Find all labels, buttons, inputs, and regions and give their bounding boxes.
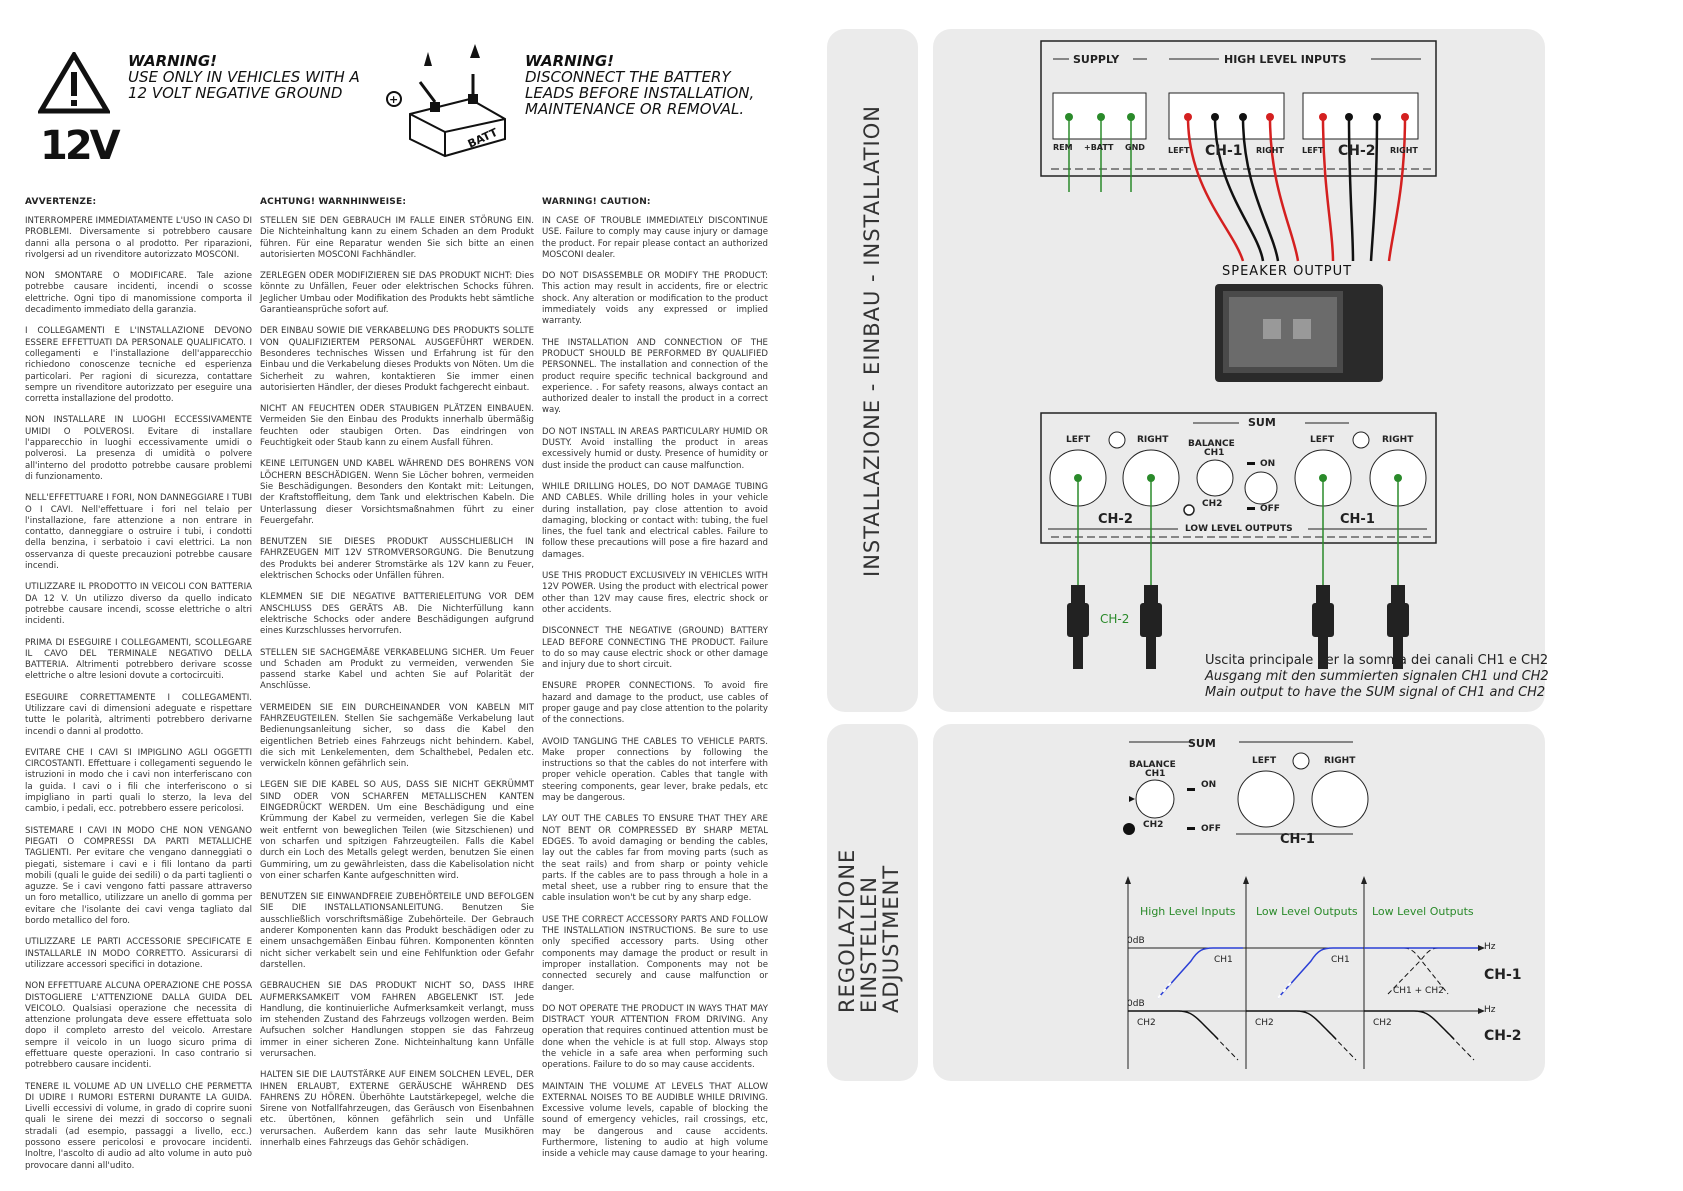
paragraph: KEINE LEITUNGEN UND KABEL WÄHREND DES BOHRENS VON LÖCHERN BESCHÄDIGEN. Wenn Sie Löcher bohren, vermeiden Sie Beschädigungen. Besonders den Kontakt mit: Leitungen, der Kraftstoffleitung, dem Tank und elektrischen Kabeln. Die Unterlassung dieser Vorsichtsmaßnahmen führt zu einer Feuergefahr. bbox=[260, 459, 534, 526]
adjust-title-line: ADJUSTMENT bbox=[879, 864, 903, 1013]
graph-col-low-level: Low Level Outputs bbox=[1372, 905, 1474, 918]
balance-ch2-label: CH2 bbox=[1143, 820, 1164, 830]
svg-text:+: + bbox=[389, 93, 399, 106]
hz-label: Hz bbox=[1484, 942, 1496, 952]
english-heading: WARNING! CAUTION: bbox=[542, 197, 651, 207]
left-label: LEFT bbox=[1066, 435, 1091, 445]
italian-column bbox=[25, 216, 252, 1182]
paragraph: NON INSTALLARE IN LUOGHI ECCESSIVAMENTE UMIDI O POLVEROSI. Evitare di installare l'apparecchio in luoghi eccessivamente umidi o polverosi. La presenza di umidità o polvere all'interno del prodotto potrebbe causare problemi di funzionamento. bbox=[25, 415, 252, 482]
paragraph: NICHT AN FEUCHTEN ODER STAUBIGEN PLÄTZEN EINBAUEN. Vermeiden Sie den Einbau des Produkts innerhalb übermäßig feuchten oder staubigen Orten. Das eindringen von Feuchtigkeit oder Staub kann zu einem Ausfall führen. bbox=[260, 404, 534, 449]
ch2-label: CH-2 bbox=[1338, 143, 1376, 159]
paragraph: TENERE IL VOLUME AD UN LIVELLO CHE PERMETTA DI UDIRE I RUMORI ESTERNI DURANTE LA GUIDA. Livelli eccessivi di volume, in grado di coprire suoni quali le sirene dei mezzi di soccorso o segnali stradali (ad esempio, passaggi a livello, ecc.) possono essere pericolosi e provocare incidenti. Inoltre, l'ascolto di audio ad alto volume in auto può provocare danni all'udito. bbox=[25, 1081, 252, 1171]
paragraph: ZERLEGEN ODER MODIFIZIEREN SIE DAS PRODUKT NICHT: Dies könnte zu Unfällen, Feuer oder elektrischen Schocks führen. Jeglicher Umbau oder Modifikation des Produkts hebt sämtliche Garantieansprüche sofort auf. bbox=[260, 271, 534, 316]
left-label: LEFT bbox=[1310, 435, 1335, 445]
balance-ch1-label: CH1 bbox=[1145, 769, 1166, 779]
sum-label: SUM bbox=[1248, 416, 1276, 429]
ch1-output-label: CH-1 bbox=[1340, 512, 1375, 527]
balance-ch2-label: CH2 bbox=[1202, 499, 1223, 509]
paragraph: LEGEN SIE DIE KABEL SO AUS, DASS SIE NICHT GEKRÜMMT SIND ODER VON SCHARFEN METALLISCHEN KANTEN EINGEDRÜCKT WERDEN. Um eine Beschädigung und eine Krümmung der Kabel zu vermeiden, verlegen Sie die Kabel weit entfernt von beweglichen Teilen (wie Sitzschienen) und von scharfen und spitzigen Fahrzeugteilen. Falls die Kabel durch ein Loch des Metalls gelegt werden, benutzen Sie einen Gummiring, um zu gewährleisten, dass die Kabelisolation nicht von einer scharfen Kante aufgeschnitten wird. bbox=[260, 780, 534, 881]
balance-label: BALANCE bbox=[1188, 439, 1235, 449]
off-label: OFF bbox=[1201, 824, 1221, 834]
right-label: RIGHT bbox=[1256, 146, 1284, 155]
paragraph: HALTEN SIE DIE LAUTSTÄRKE AUF EINEM SOLCHEN LEVEL, DER IHNEN ERLAUBT, EXTERNE GERÄUSCHE WÄHREND DES FAHRENS ZU HÖREN. Überhöhte Lautstärkepegel, welche die Sirene von Notfallfahrzeugen, das Geräusch von Eisenbahnen etc. übertönen, können gefährlich sein und Unfälle verursachen. Außerdem kann das sehr laute Musikhören innerhalb eines Fahrzeugs das Gehör schädigen. bbox=[260, 1070, 534, 1149]
on-label: ON bbox=[1201, 780, 1217, 790]
paragraph: VERMEIDEN SIE EIN DURCHEINANDER VON KABELN MIT FAHRZEUGTEILEN. Stellen Sie sachgemäße Verkabelung laut Bedienungsanleitung sicher, so dass die Kabel den eigentlichen Betrieb eines Fahrzeugs nicht behindern. Kabel, die sich mit Lenkelementen, dem Schalthebel, Pedalen etc. verwickeln können gefährlich sein. bbox=[260, 702, 534, 770]
balance-ch1-label: CH1 bbox=[1204, 448, 1225, 458]
warning-line: MAINTENANCE OR REMOVAL. bbox=[525, 100, 745, 118]
warning-12v bbox=[128, 53, 360, 101]
paragraph: UTILIZZARE LE PARTI ACCESSORIE SPECIFICATE E INSTALLARLE IN MODO CORRETTO. Assicurarsi di utilizzare accessori specifici in dotazione. bbox=[25, 937, 252, 970]
paragraph: BENUTZEN SIE EINWANDFREIE ZUBEHÖRTEILE UND BEFOLGEN SIE DIE INSTALLATIONSANLEITUNG. Benutzen Sie ausschließlich vorschriftsmäßige Zubehörteile. Der Gebrauch anderer Komponenten kann das Produkt beschädigen oder zu einem unsachgemäßen Einbau führen. Komponenten könnten nicht sicher verkabelt sein und eine Fehlfunktion oder Gefahr darstellen. bbox=[260, 892, 534, 970]
paragraph: STELLEN SIE DEN GEBRAUCH IM FALLE EINER STÖRUNG EIN. Die Nichteinhaltung kann zu einem Schaden an dem Produkt führen. Für eine Reparatur wenden Sie sich bitte an einen autorisierten MOSCONI Fachhändler. bbox=[260, 216, 534, 260]
row-ch2-label: CH-2 bbox=[1484, 1028, 1522, 1044]
paragraph: USE THE CORRECT ACCESSORY PARTS AND FOLLOW THE INSTALLATION INSTRUCTIONS. Be sure to use only specified accessory parts. Using other components may damage the product or result in improper installation. Components may not be connected securely and cause malfunction or danger. bbox=[542, 914, 768, 993]
paragraph: STELLEN SIE SACHGEMÄßE VERKABELUNG SICHER. Um Feuer und Schaden am Produkt zu vermeiden, verwenden Sie passend starke Kabel und achten Sie auf Polarität der Anschlüsse. bbox=[260, 647, 534, 692]
paragraph: WHILE DRILLING HOLES, DO NOT DAMAGE TUBING AND CABLES. While drilling holes in your vehicle during installation, pay close attention to avoid damaging, blocking or contact with: tubing, the fuel lines, the fuel tank and electrical cables. Failure to follow these precautions will pose a fire hazard and damages. bbox=[542, 481, 768, 560]
paragraph: INTERROMPERE IMMEDIATAMENTE L'USO IN CASO DI PROBLEMI. Diversamente si potrebbero causare danni alla persona o al prodotto. Per riparazioni, rivolgersi ad un rivenditore autorizzato MOSCONI. bbox=[25, 216, 252, 260]
paragraph: NON EFFETTUARE ALCUNA OPERAZIONE CHE POSSA DISTOGLIERE L'ATTENZIONE DALLA GUIDA DEL VEICOLO. Qualsiasi operazione che necessita di attenzione prolungata deve essere effettuata solo dopo il completo arresto del veicolo. Arrestare sempre il veicolo in un luogo sicuro prima di effettuare queste operazioni. In caso contrario si potrebbero causare incidenti. bbox=[25, 981, 252, 1071]
paragraph: EVITARE CHE I CAVI SI IMPIGLINO AGLI OGGETTI CIRCOSTANTI. Effettuare i collegamenti seguendo le istruzioni in modo che i cavi non interferiscano con la guida. I cavi o i fili che interferiscono o si impigliano in parti quali lo sterzo, la leva del cambio, i pedali, ecc. potrebbero essere pericolosi. bbox=[25, 747, 252, 815]
balance-label: BALANCE bbox=[1129, 760, 1176, 770]
paragraph: NON SMONTARE O MODIFICARE. Tale azione potrebbe causare incidenti, incendi o scosse elettriche. Ogni tipo di manomissione comporta il decadimento immediato della garanzia. bbox=[25, 271, 252, 316]
paragraph: I COLLEGAMENTI E L'INSTALLAZIONE DEVONO ESSERE EFFETTUATI DA PERSONALE QUALIFICATO. I collegamenti e l'installazione dell'apparecchio richiedono conoscenze tecniche ed esperienza particolari. Per ragioni di sicurezza, contattare sempre un rivenditore autorizzato per eseguire una corretta installazione del prodotto. bbox=[25, 326, 252, 405]
caption-de: Ausgang mit den summierten signalen CH1 und CH2 bbox=[1205, 669, 1549, 684]
rem-label: REM bbox=[1053, 143, 1073, 152]
graph-col-high-level: High Level Inputs bbox=[1140, 905, 1236, 918]
high-level-inputs-label: HIGH LEVEL INPUTS bbox=[1224, 53, 1347, 66]
right-label: RIGHT bbox=[1390, 146, 1418, 155]
paragraph: AVOID TANGLING THE CABLES TO VEHICLE PARTS. Make proper connections by following the instructions so that the cables do not interfere with proper vehicle operation. Cables that tangle with steering components, gear lever, brake pedals, etc may be dangerous. bbox=[542, 736, 768, 804]
odb-label: 0dB bbox=[1127, 999, 1145, 1009]
curve-ch2-label: CH2 bbox=[1255, 1018, 1274, 1028]
warning-line: DISCONNECT THE BATTERY bbox=[525, 68, 731, 86]
curve-sum-label: CH1 + CH2 bbox=[1393, 986, 1444, 996]
graph-col-low-level: Low Level Outputs bbox=[1256, 905, 1358, 918]
paragraph: DISCONNECT THE NEGATIVE (GROUND) BATTERY LEAD BEFORE CONNECTING THE PRODUCT. Failure to do so may cause electric shock or other damage and injury due to short circuit. bbox=[542, 626, 768, 671]
warning-line: 12 VOLT NEGATIVE GROUND bbox=[128, 84, 343, 102]
paragraph: ESEGUIRE CORRETTAMENTE I COLLEGAMENTI. Utilizzare cavi di dimensioni adeguate e rispettare tutte le polarità, altrimenti potrebbero derivarne incendi o danni al prodotto. bbox=[25, 692, 252, 737]
battery-illustration bbox=[380, 44, 510, 163]
caption-en: Main output to have the SUM signal of CH1 and CH2 bbox=[1205, 685, 1546, 700]
italian-heading: AVVERTENZE: bbox=[25, 197, 97, 207]
paragraph: THE INSTALLATION AND CONNECTION OF THE PRODUCT SHOULD BE PERFORMED BY QUALIFIED PERSONNEL. The installation and connection of the product require specific technical background and experience. . For safety reasons, always contact an authorized dealer to install the product in a correct way. bbox=[542, 337, 768, 416]
row-ch1-label: CH-1 bbox=[1484, 967, 1522, 983]
paragraph: DO NOT OPERATE THE PRODUCT IN WAYS THAT MAY DISTRACT YOUR ATTENTION FROM DRIVING. Any operation that requires continued attention must be done when the vehicle is at full stop. Always stop the vehicle in a safe area when performing such operations. Failure to do so may cause accidents. bbox=[542, 1003, 768, 1071]
install-diagram bbox=[933, 29, 1545, 716]
ch1-label: CH-1 bbox=[1205, 143, 1243, 159]
curve-ch1-label: CH1 bbox=[1331, 955, 1350, 965]
german-heading: ACHTUNG! WARNHINWEISE: bbox=[260, 197, 407, 207]
paragraph: SISTEMARE I CAVI IN MODO CHE NON VENGANO PIEGATI O COMPRESSI DA PARTI METALLICHE TAGLIENTI. Per evitare che vengano danneggiati o piegati, sistemare i cavi e i fili lontano da parti mobili (quali le guide dei sedili) o da parti taglienti o aguzze. Se i cavi vengono fatti passare attraverso un foro metallico, utilizzare un anello di gomma per evitare che l'isolante dei cavi venga tagliato dal bordo metallico del foro. bbox=[25, 825, 252, 927]
install-side-title: INSTALLAZIONE - EINBAU - INSTALLATION bbox=[860, 105, 884, 577]
adjust-title-line: REGOLAZIONE bbox=[835, 848, 859, 1013]
paragraph: DO NOT DISASSEMBLE OR MODIFY THE PRODUCT: This action may result in accidents, fire or electric shock. Any alteration or modification to the product immediately voids any expressed or implied warranty. bbox=[542, 271, 768, 327]
english-column bbox=[542, 216, 768, 1171]
paragraph: ENSURE PROPER CONNECTIONS. To avoid fire hazard and damage to the product, use cables of proper gauge and pay close attention to the polarity of the connections. bbox=[542, 681, 768, 726]
paragraph: BENUTZEN SIE DIESES PRODUKT AUSSCHLIEßLICH IN FAHRZEUGEN MIT 12V STROMVERSORGUNG. Die Benutzung des Produkts bei anderer Stromstärke als 12V kann zu Feuer, elektrischen Schocks oder Unfällen führen. bbox=[260, 537, 534, 582]
batt-text: BATT bbox=[465, 125, 500, 151]
warning-triangle-icon bbox=[38, 52, 110, 118]
paragraph: MAINTAIN THE VOLUME AT LEVELS THAT ALLOW EXTERNAL NOISES TO BE AUDIBLE WHILE DRIVING. Excessive volume levels, capable of blocking the sound of emergency vehicles, rail crossings, etc, may be dangerous and cause accidents. Furthermore, listening to audio at high volume inside a vehicle may cause damage to your hearing. bbox=[542, 1081, 768, 1160]
adjust-title-line: EINSTELLEN bbox=[857, 876, 881, 1013]
paragraph: GEBRAUCHEN SIE DAS PRODUKT NICHT SO, DASS IHRE AUFMERKSAMKEIT VOM FAHREN ABGELENKT IST. Jede Handlung, die kontinuierliche Aufmerksamkeit verlangt, muss im stehenden Zustand des Fahrzeugs vollzogen werden. Beim Aufsuchen solcher Handlungen stoppen sie das Fahrzeug immer in einer sicheren Zone. Nichteinhaltung kann Unfälle verursachen. bbox=[260, 981, 534, 1059]
on-label: ON bbox=[1260, 459, 1276, 469]
right-label: RIGHT bbox=[1382, 435, 1414, 445]
german-column bbox=[260, 216, 534, 1159]
ch2-output-label: CH-2 bbox=[1098, 512, 1133, 527]
paragraph: USE THIS PRODUCT EXCLUSIVELY IN VEHICLES WITH 12V POWER. Using the product with electrical power other than 12V may cause fires, electric shock or other accidents. bbox=[542, 571, 768, 615]
sum-label: SUM bbox=[1188, 737, 1216, 750]
supply-label: SUPPLY bbox=[1073, 53, 1120, 66]
odb-label: 0dB bbox=[1127, 936, 1145, 946]
paragraph: NELL'EFFETTUARE I FORI, NON DANNEGGIARE I TUBI O I CAVI. Nell'effettuare i fori nel telaio per l'installazione, fare attenzione a non entrare in contatto, danneggiare o ostruire i tubi, i condotti della benzina, i serbatoio i cavi elettrici. La non osservanza di queste precauzioni potrebbe causare incendi. bbox=[25, 493, 252, 572]
off-label: OFF bbox=[1260, 504, 1280, 514]
left-label: LEFT bbox=[1252, 756, 1277, 766]
warning-title: WARNING! bbox=[525, 52, 615, 70]
rca-ch2-label: CH-2 bbox=[1100, 612, 1130, 626]
warning-line: LEADS BEFORE INSTALLATION, bbox=[525, 84, 755, 102]
ch1-label: CH-1 bbox=[1280, 832, 1315, 847]
paragraph: UTILIZZARE IL PRODOTTO IN VEICOLI CON BATTERIA DA 12 V. Un utilizzo diverso da quello indicato potrebbe causare incendi, scosse elettriche o altri incidenti. bbox=[25, 582, 252, 627]
right-label: RIGHT bbox=[1137, 435, 1169, 445]
warning-disconnect bbox=[525, 53, 754, 117]
hz-label: Hz bbox=[1484, 1005, 1496, 1015]
voltage-label: 12V bbox=[40, 123, 118, 169]
speaker-output-label: SPEAKER OUTPUT bbox=[1222, 264, 1353, 279]
right-label: RIGHT bbox=[1324, 756, 1356, 766]
caption-it: Uscita principale per la somma dei canali CH1 e CH2 bbox=[1205, 653, 1549, 668]
curve-ch1-label: CH1 bbox=[1214, 955, 1233, 965]
left-label: LEFT bbox=[1302, 146, 1324, 155]
paragraph: IN CASE OF TROUBLE IMMEDIATELY DISCONTINUE USE. Failure to comply may cause injury or damage the product. For repair please contact an authorized MOSCONI dealer. bbox=[542, 216, 768, 260]
adjust-side-title bbox=[836, 849, 902, 1013]
paragraph: PRIMA DI ESEGUIRE I COLLEGAMENTI, SCOLLEGARE IL CAVO DEL TERMINALE NEGATIVO DELLA BATTERIA. Altrimenti potrebbero derivare scosse elettriche o altre lesioni dovute a cortocircuiti. bbox=[25, 637, 252, 682]
batt-label: +BATT bbox=[1084, 143, 1114, 152]
paragraph: DO NOT INSTALL IN AREAS PARTICULARY HUMID OR DUSTY. Avoid installing the product in areas excessively humid or dusty. Presence of humidity or dust inside the product can cause malfunction. bbox=[542, 426, 768, 471]
gnd-label: GND bbox=[1125, 143, 1145, 152]
curve-ch2-label: CH2 bbox=[1373, 1018, 1392, 1028]
low-level-outputs-label: LOW LEVEL OUTPUTS bbox=[1185, 524, 1293, 534]
warning-title: WARNING! bbox=[128, 52, 218, 70]
paragraph: DER EINBAU SOWIE DIE VERKABELUNG DES PRODUKTS SOLLTE VON QUALIFIZIERTEM PERSONAL AUSGEFÜHRT WERDEN. Besonderes technisches Wissen und Erfahrung ist für den Einbau und die Verkabelung dieses Produkts von Nöten. Um die Sicherheit zu wahren, kontaktieren Sie immer einen autorisierten Händler, der dieses Produkt fachgerecht einbaut. bbox=[260, 326, 534, 393]
curve-ch2-label: CH2 bbox=[1137, 1018, 1156, 1028]
left-label: LEFT bbox=[1168, 146, 1190, 155]
paragraph: KLEMMEN SIE DIE NEGATIVE BATTERIELEITUNG VOR DEM ANSCHLUSS DES GERÄTS AB. Die Nichterfüllung kann elektrische Schocks oder andere Beschädigungen aufgrund eines Kurzschlusses hervorrufen. bbox=[260, 592, 534, 637]
paragraph: LAY OUT THE CABLES TO ENSURE THAT THEY ARE NOT BENT OR COMPRESSED BY SHARP METAL EDGES. To avoid damaging or bending the cables, lay out the cables far from moving parts (such as the seat rails) and from sharp or pointy vehicle parts. If the cables are to pass through a hole in a metal sheet, use a rubber ring to ensure that the cable insulation won't be cut by any sharp edge. bbox=[542, 814, 768, 904]
warning-line: USE ONLY IN VEHICLES WITH A bbox=[128, 68, 360, 86]
